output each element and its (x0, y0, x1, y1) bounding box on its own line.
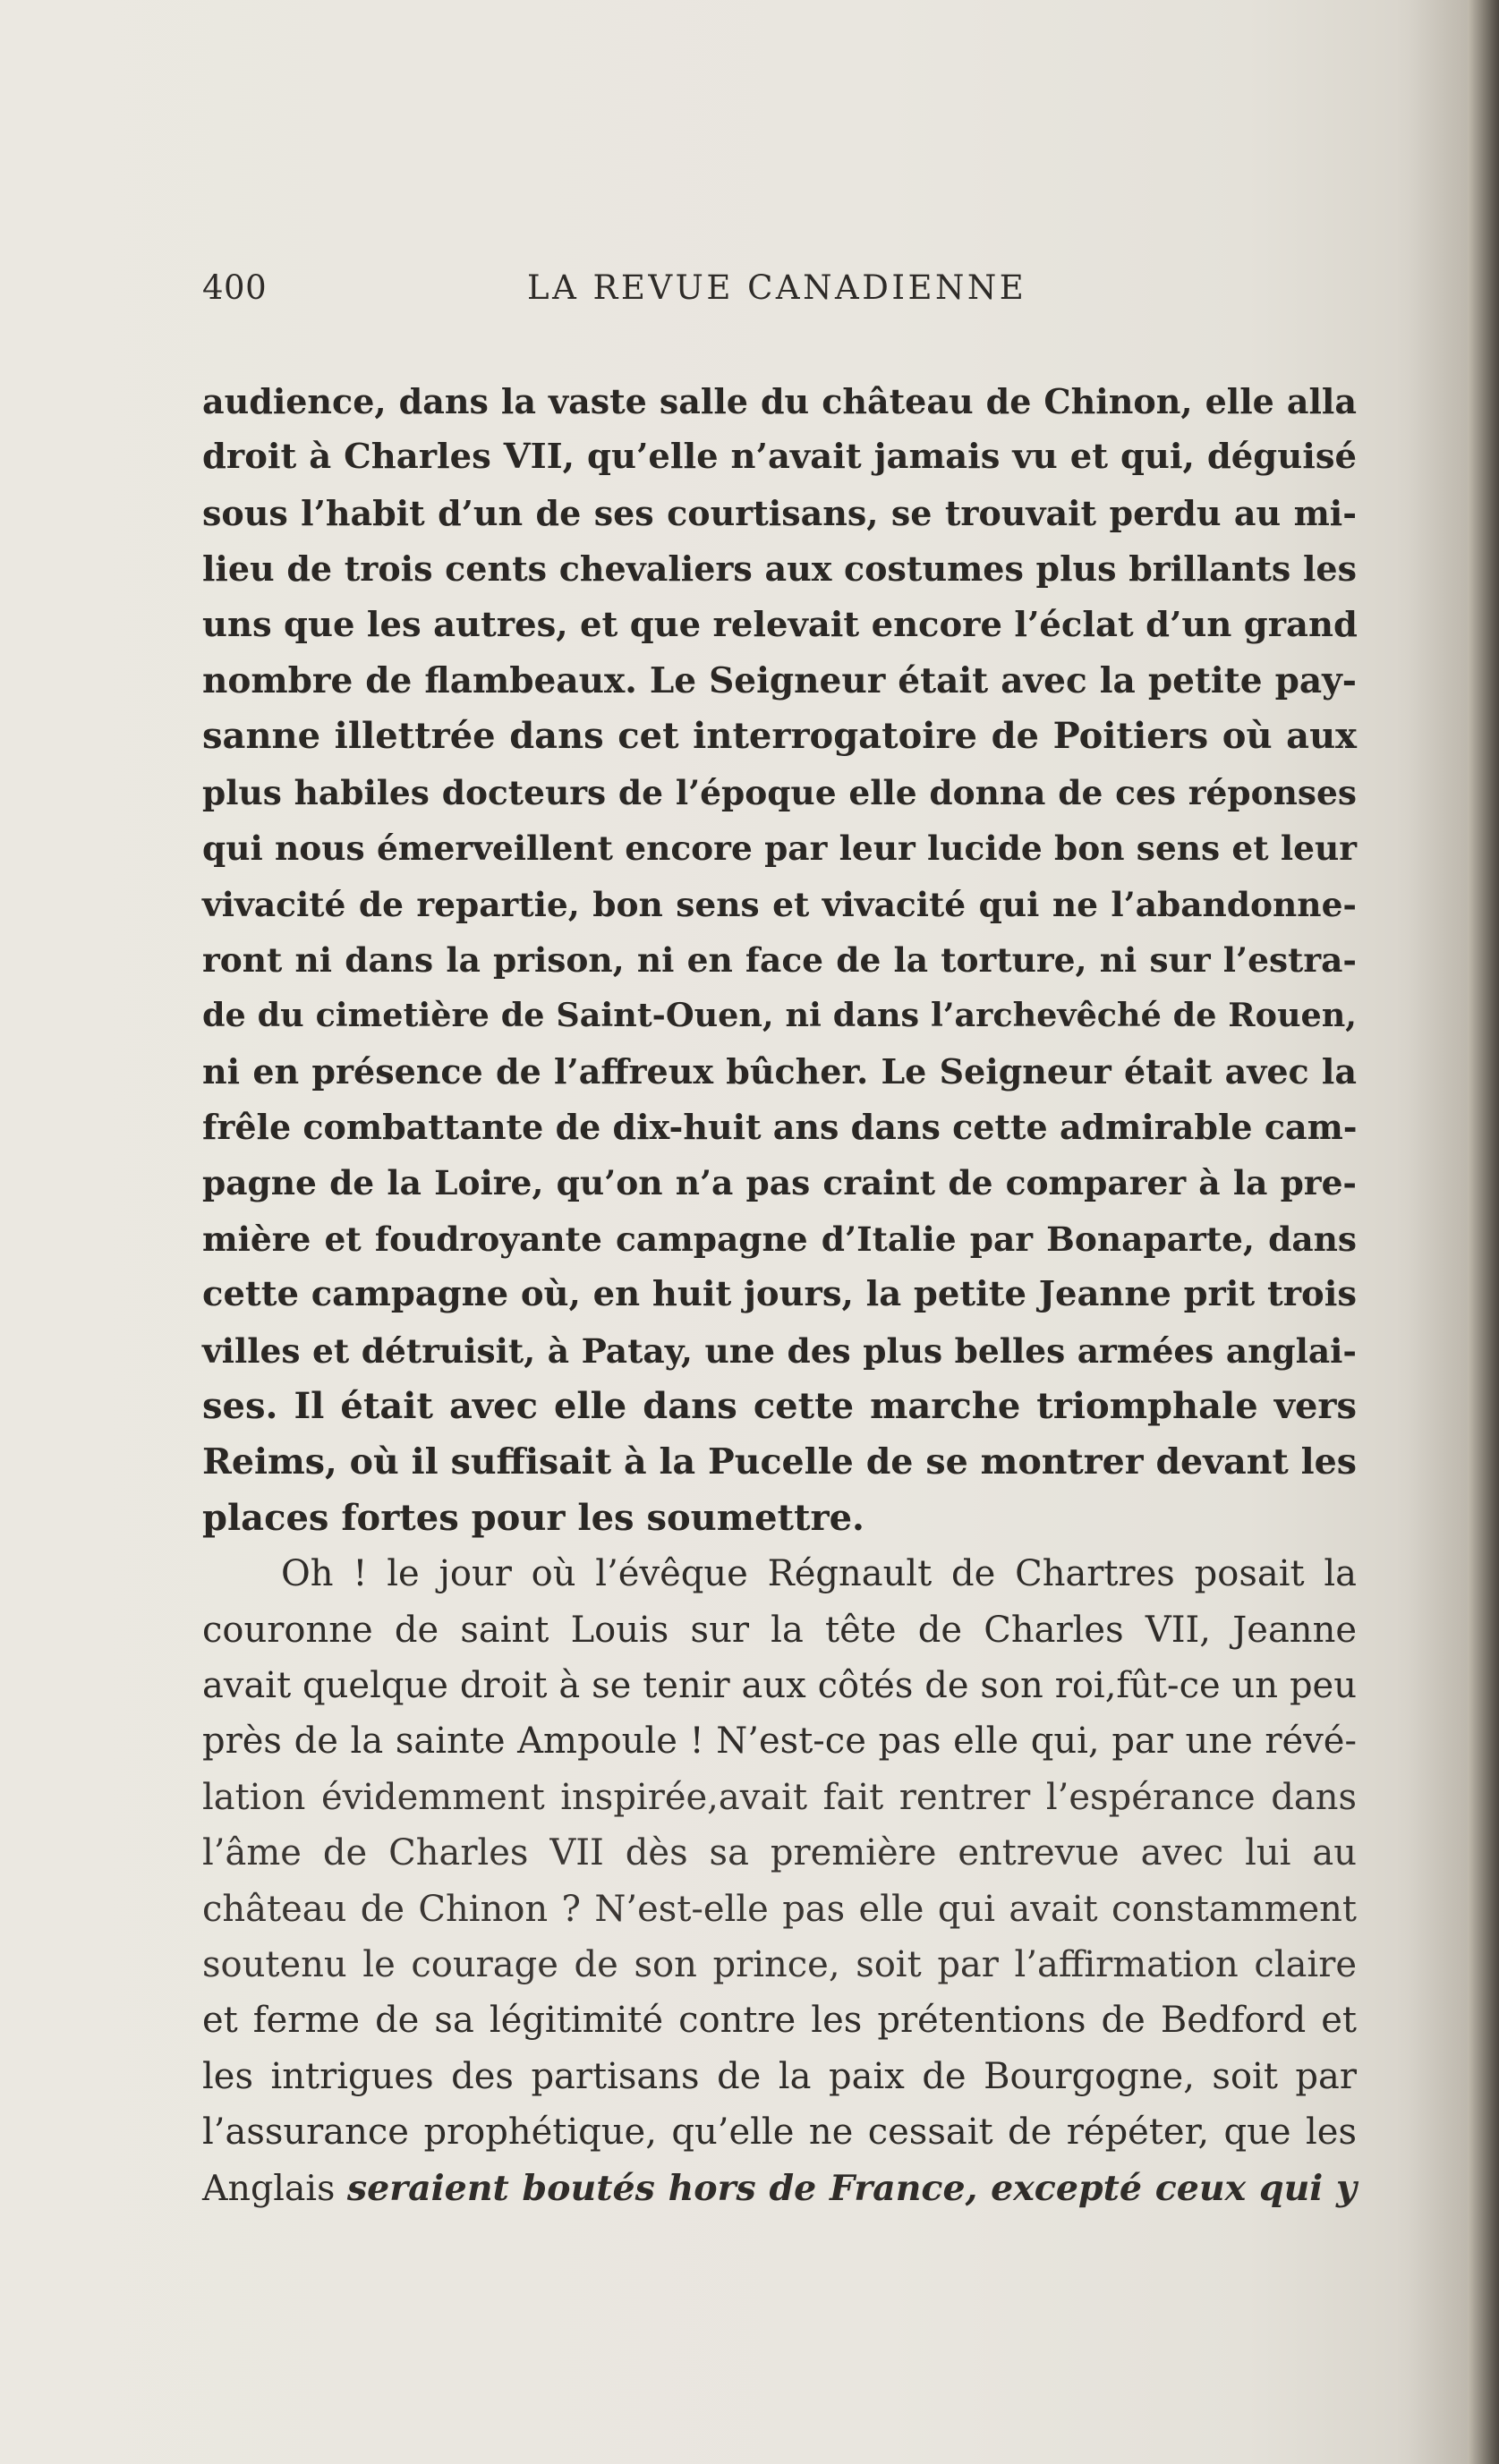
text-line: avait quelque droit à se tenir aux côtés de son roi,fût-ce un peu (202, 1664, 1357, 1706)
page-header (202, 268, 1357, 322)
text-line: lation évidemment inspirée,avait fait rentrer l’espérance dans (202, 1776, 1357, 1818)
text-line: frêle combattante de dix-huit ans dans cette admirable cam- (202, 1107, 1358, 1148)
text-italic: seraient boutés hors de France, excepté ceux qui y (346, 2167, 1357, 2209)
text-line: cette campagne où, en huit jours, la petite Jeanne prit trois (202, 1274, 1357, 1315)
page-number: 400 (202, 268, 268, 307)
text-line: l’âme de Charles VII dès sa première entrevue avec lui au (202, 1832, 1357, 1874)
paragraph-1 (202, 374, 1357, 1546)
text-plain: Anglais (202, 2167, 336, 2209)
text-line: plus habiles docteurs de l’époque elle donna de ces réponses (202, 772, 1357, 812)
text-line: uns que les autres, et que relevait encore l’éclat d’un grand (202, 604, 1358, 645)
text-line: nombre de flambeaux. Le Seigneur était avec la petite pay- (202, 659, 1357, 701)
text-line: audience, dans la vaste salle du château de Chinon, elle alla (202, 381, 1357, 421)
page-gutter-shadow (1396, 0, 1468, 2464)
text-line: et ferme de sa légitimité contre les prétentions de Bedford et (202, 2000, 1357, 2042)
text-line: lieu de trois cents chevaliers aux costumes plus brillants les (202, 548, 1357, 590)
text-line: places fortes pour les soumettre. (202, 1496, 864, 1539)
text-line: Oh ! le jour où l’évêque Régnault de Chartres posait la (281, 1553, 1357, 1595)
text-line: mière et foudroyante campagne d’Italie par Bonaparte, dans (202, 1219, 1357, 1259)
text-line: de du cimetière de Saint-Ouen, ni dans l’archevêché de Rouen, (202, 996, 1357, 1035)
text-line: ront ni dans la prison, ni en face de la torture, ni sur l’estra- (202, 939, 1357, 980)
text-line: ni en présence de l’affreux bûcher. Le Seigneur était avec la (202, 1050, 1357, 1092)
text-line: vivacité de repartie, bon sens et vivacité qui ne l’abandonne- (202, 884, 1357, 924)
text-line: couronne de saint Louis sur la tête de Charles VII, Jeanne (202, 1609, 1357, 1651)
text-line: château de Chinon ? N’est-elle pas elle qui avait constamment (202, 1888, 1357, 1930)
text-line: pagne de la Loire, qu’on n’a pas craint de comparer à la pre- (202, 1163, 1357, 1203)
paragraph-2 (202, 1546, 1357, 2216)
text-line: sous l’habit d’un de ses courtisans, se trouvait perdu au mi- (202, 492, 1357, 533)
text-line: soutenu le courage de son prince, soit par l’affirmation claire (202, 1943, 1357, 1985)
page-edge (1468, 0, 1499, 2464)
text-line: villes et détruisit, à Patay, une des plus belles armées anglai- (202, 1330, 1357, 1371)
text-line: droit à Charles VII, qu’elle n’avait jamais vu et qui, déguisé (202, 437, 1357, 478)
text-line: les intrigues des partisans de la paix de Bourgogne, soit par (202, 2055, 1357, 2097)
article-body (202, 374, 1357, 2216)
text-line-mixed (202, 2161, 1357, 2216)
text-line: l’assurance prophétique, qu’elle ne cessait de répéter, que les (202, 2111, 1357, 2154)
text-line: Reims, où il suffisait à la Pucelle de se montrer devant les (202, 1441, 1357, 1483)
text-line: ses. Il était avec elle dans cette marche triomphale vers (202, 1385, 1357, 1428)
text-line: sanne illettrée dans cet interrogatoire de Poitiers où aux (202, 715, 1357, 758)
running-title: LA REVUE CANADIENNE (527, 268, 1027, 307)
text-line: qui nous émerveillent encore par leur lucide bon sens et leur (202, 828, 1357, 869)
text-line: près de la sainte Ampoule ! N’est-ce pas elle qui, par une révé- (202, 1721, 1357, 1763)
